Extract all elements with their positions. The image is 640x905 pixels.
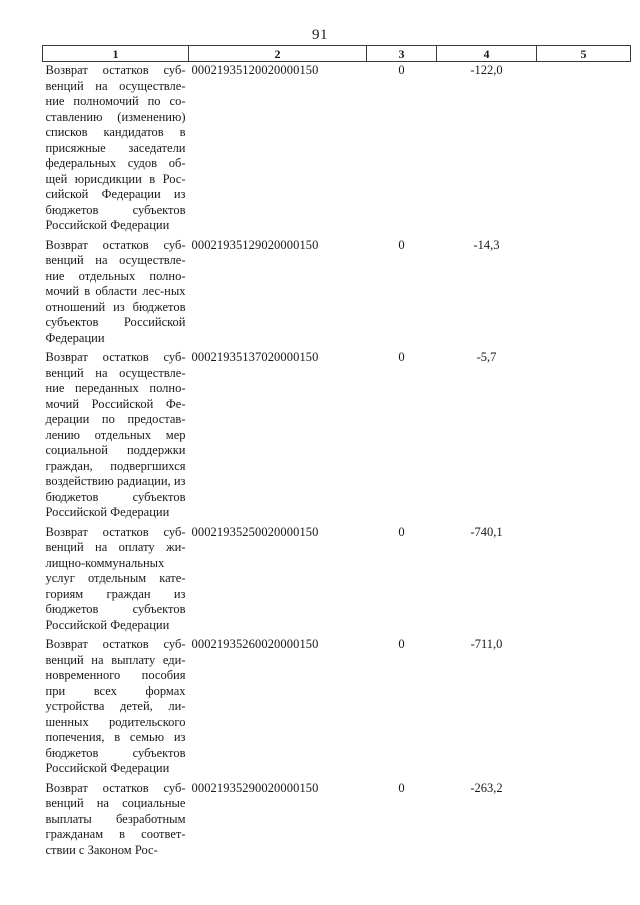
- table-row: [43, 524, 631, 637]
- column-header-4: 4: [437, 46, 537, 62]
- column-header-2: 2: [189, 46, 367, 62]
- row-amount: -740,1: [470, 524, 503, 539]
- table-row: [43, 237, 631, 350]
- table-row: [43, 349, 631, 524]
- row-amount: -5,7: [476, 350, 497, 364]
- column-header-5: 5: [537, 46, 631, 62]
- row-description: Возврат остатков суб-венций на выплату еди-новременного пособия при всех формах устройства детей, ли-шенных родительского попечения, в семью из бюджетов субъектов Российской Федерации: [45, 637, 186, 775]
- row-budget-code: 00021935137020000150: [191, 350, 319, 364]
- row-column-5-value: [537, 349, 631, 524]
- row-description: Возврат остатков суб-венций на социальные выплаты безработным гражданам в соответ-ствии с Законом Рос-: [45, 780, 186, 857]
- row-description: Возврат остатков суб-венций на оплату жи-лищно-коммунальных услуг отдельным кате-гориям граждан из бюджетов субъектов Российской Федерации: [45, 524, 186, 632]
- row-amount: -263,2: [470, 780, 503, 795]
- table-row: [43, 62, 631, 237]
- row-description: Возврат остатков суб-венций на осуществле-ние переданных полно-мочий Российской Фе-дерации по предостав-лению отдельных мер социальной поддержки граждан, подвергшихся воздействию радиации, из бюджетов субъектов Российской Федерации: [45, 350, 186, 519]
- budget-table: [42, 45, 631, 861]
- row-column-5-value: [537, 780, 631, 862]
- row-amount: -14,3: [473, 237, 500, 252]
- row-column-3-value: 0: [398, 350, 405, 364]
- row-description: Возврат остатков суб-венций на осуществле-ние отдельных полно-мочий в области лес-ных отношений из бюджетов субъектов Российской Федерации: [45, 237, 186, 345]
- row-budget-code: 00021935129020000150: [191, 237, 319, 252]
- page-number: 91: [312, 27, 328, 43]
- row-column-5-value: [537, 636, 631, 780]
- row-column-3-value: 0: [398, 524, 405, 539]
- row-column-3-value: 0: [398, 637, 405, 651]
- row-description: Возврат остатков суб-венций на осуществле-ние полномочий по со-ставлению (изменению) списков кандидатов в присяжные заседатели федеральных судов об-щей юрисдикции в Рос-сийской Федерации из бюджетов субъектов Российской Федерации: [45, 63, 186, 232]
- table-row: [43, 780, 631, 862]
- row-column-3-value: 0: [398, 237, 405, 252]
- column-header-3: 3: [367, 46, 437, 62]
- row-budget-code: 00021935250020000150: [191, 524, 319, 539]
- row-column-5-value: [537, 524, 631, 637]
- row-budget-code: 00021935260020000150: [191, 637, 319, 651]
- row-budget-code: 00021935120020000150: [191, 63, 319, 77]
- row-column-3-value: 0: [398, 63, 405, 77]
- column-header-1: 1: [43, 46, 189, 62]
- row-amount: -711,0: [470, 637, 503, 651]
- row-amount: -122,0: [470, 63, 503, 77]
- row-column-3-value: 0: [398, 780, 405, 795]
- row-column-5-value: [537, 237, 631, 350]
- table-row: [43, 636, 631, 780]
- row-column-5-value: [537, 62, 631, 237]
- table-header-row: [43, 46, 631, 62]
- row-budget-code: 00021935290020000150: [191, 780, 319, 795]
